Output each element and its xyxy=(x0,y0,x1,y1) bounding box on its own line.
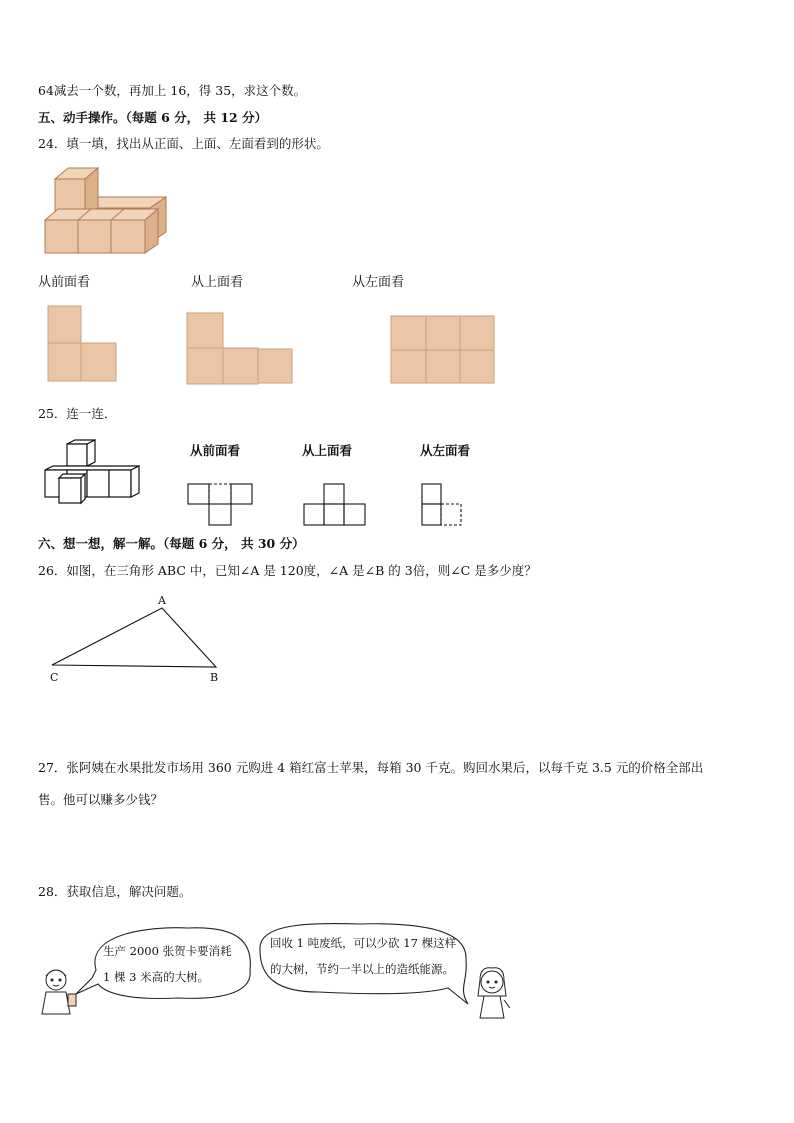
q27-line1: 27．张阿姨在水果批发市场用 360 元购进 4 箱红富士苹果，每箱 30 千克。购回水果后，以每千克 3.5 元的价格全部出 xyxy=(38,760,704,775)
q25-front-view xyxy=(187,483,257,527)
q26-vertex-a: A xyxy=(158,594,166,607)
bubble1-line2: 1 棵 3 米高的大树。 xyxy=(103,970,210,984)
q25-left-view xyxy=(421,483,467,527)
q24-label-front: 从前面看 xyxy=(38,275,91,290)
bubble2-line2: 的大树，节约一半以上的造纸能源。 xyxy=(270,962,454,976)
q24-top-view xyxy=(186,312,294,386)
section6-title: 六、想一想，解一解。（每题 6 分， 共 30 分） xyxy=(38,536,305,551)
q24-label-top: 从上面看 xyxy=(191,275,244,290)
q24-prompt: 24．填一填，找出从正面、上面、左面看到的形状。 xyxy=(38,136,329,151)
q28-prompt: 28．获取信息，解决问题。 xyxy=(38,884,192,899)
q25-top-view xyxy=(303,483,369,527)
q26-prompt: 26．如图，在三角形 ABC 中，已知∠A 是 120度，∠A 是∠B 的 3倍，则∠C 是多少度？ xyxy=(38,563,537,578)
bubble2-line1: 回收 1 吨废纸，可以少砍 17 棵这样 xyxy=(270,936,457,950)
q23-text: 64减去一个数，再加上 16，得 35，求这个数。 xyxy=(38,83,307,98)
q24-label-left: 从左面看 xyxy=(352,275,405,290)
q25-cube-figure xyxy=(43,440,143,510)
q25-label-top: 从上面看 xyxy=(302,443,353,458)
q27-line2: 售。他可以赚多少钱？ xyxy=(38,792,164,807)
girl-figure xyxy=(478,968,510,1018)
q24-front-view xyxy=(47,305,119,383)
q25-prompt: 25．连一连． xyxy=(38,406,117,421)
section5-title: 五、动手操作。（每题 6 分， 共 12 分） xyxy=(38,110,268,125)
q26-vertex-c: C xyxy=(50,671,59,684)
q26-vertex-b: B xyxy=(210,671,219,684)
q25-label-front: 从前面看 xyxy=(190,443,241,458)
q24-left-view xyxy=(390,315,496,385)
q24-cube-stack xyxy=(40,160,180,260)
boy-figure xyxy=(42,970,76,1014)
q25-label-left: 从左面看 xyxy=(420,443,471,458)
bubble1-line1: 生产 2000 张贺卡要消耗 xyxy=(103,944,232,958)
